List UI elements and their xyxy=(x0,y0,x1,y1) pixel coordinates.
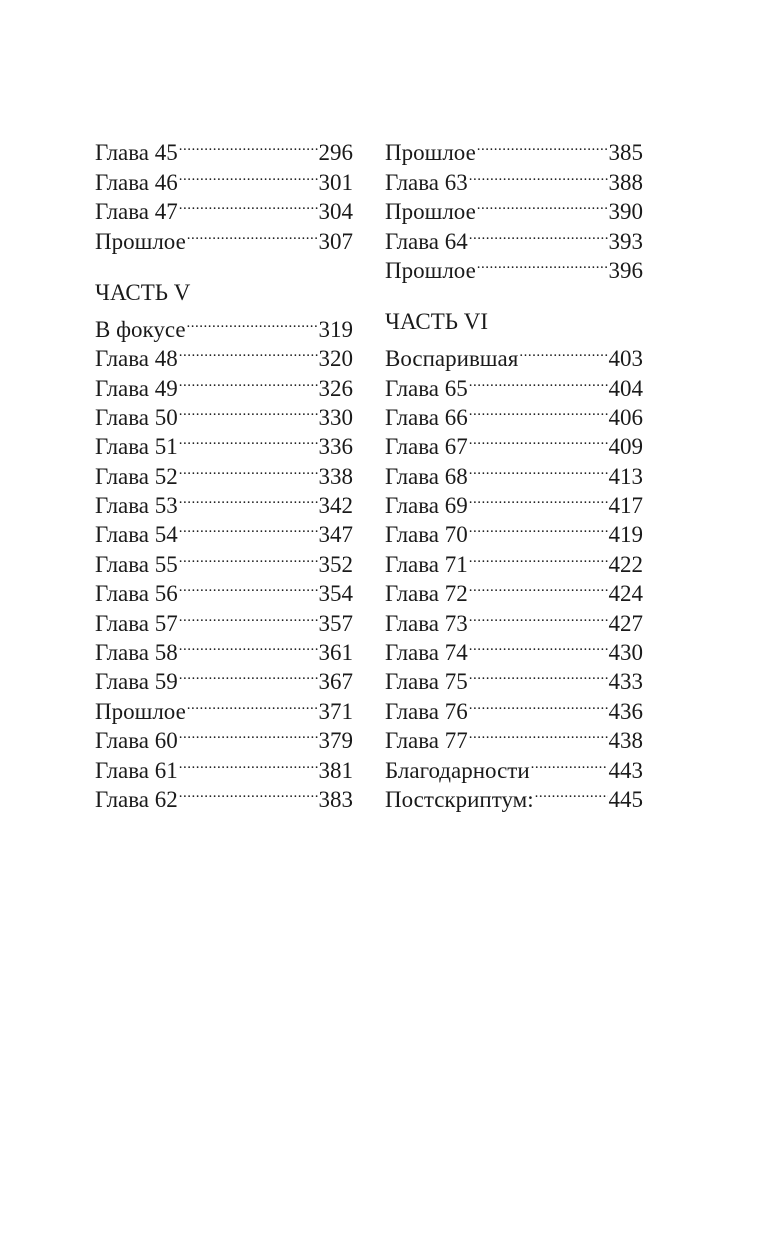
toc-entry-title: Глава 62 xyxy=(95,786,178,812)
toc-entry-page-number: 385 xyxy=(608,140,643,166)
toc-entry-page-number: 404 xyxy=(608,375,643,401)
toc-entry-page-number: 347 xyxy=(318,522,353,548)
dot-leader xyxy=(469,719,608,748)
toc-entry-page-number: 379 xyxy=(318,728,353,754)
toc-entry-page-number: 413 xyxy=(608,463,643,489)
toc-entry-title: Глава 67 xyxy=(385,434,468,460)
toc-entry-page-number: 367 xyxy=(318,669,353,695)
dot-leader xyxy=(179,513,318,542)
toc-entry-title: Глава 77 xyxy=(385,728,468,754)
dot-leader xyxy=(179,454,318,483)
toc-entry xyxy=(385,337,643,372)
toc-entry-page-number: 422 xyxy=(608,551,643,577)
dot-leader xyxy=(187,689,318,718)
toc-entry-page-number: 388 xyxy=(608,169,643,195)
toc-entry-title: Глава 70 xyxy=(385,522,468,548)
dot-leader xyxy=(469,425,608,454)
dot-leader xyxy=(469,660,608,689)
dot-leader xyxy=(179,131,318,160)
toc-entry-page-number: 438 xyxy=(608,728,643,754)
toc-entry-page-number: 427 xyxy=(608,610,643,636)
dot-leader xyxy=(187,219,318,248)
toc-entry-page-number: 319 xyxy=(318,316,353,342)
dot-leader xyxy=(179,396,318,425)
toc-entry-title: Прошлое xyxy=(385,140,476,166)
toc-entry-page-number: 301 xyxy=(318,169,353,195)
toc-entry-title: Глава 73 xyxy=(385,610,468,636)
dot-leader xyxy=(469,542,608,571)
toc-entry-title: Глава 59 xyxy=(95,669,178,695)
toc-group-top xyxy=(95,131,353,254)
dot-leader xyxy=(179,748,318,777)
toc-entry-page-number: 419 xyxy=(608,522,643,548)
toc-entry-title: Благодарности xyxy=(385,757,530,783)
dot-leader xyxy=(469,601,608,630)
toc-entry-page-number: 326 xyxy=(318,375,353,401)
toc-entry-title: Прошлое xyxy=(95,228,186,254)
toc-entry-title: Глава 51 xyxy=(95,434,178,460)
toc-entry-page-number: 320 xyxy=(318,346,353,372)
toc-entry-page-number: 352 xyxy=(318,551,353,577)
toc-entry-title: Глава 49 xyxy=(95,375,178,401)
toc-entry-title: Глава 64 xyxy=(385,228,468,254)
dot-leader xyxy=(179,572,318,601)
dot-leader xyxy=(477,249,608,278)
toc-left-column xyxy=(95,131,353,812)
toc-entry-title: Глава 69 xyxy=(385,493,468,519)
toc-entry-title: Глава 60 xyxy=(95,728,178,754)
toc-entry-title: Глава 50 xyxy=(95,404,178,430)
toc-entry-title: Глава 76 xyxy=(385,698,468,724)
toc-entry-title: Воспарившая xyxy=(385,346,519,372)
toc-entry-page-number: 354 xyxy=(318,581,353,607)
dot-leader xyxy=(179,190,318,219)
dot-leader xyxy=(535,778,608,807)
dot-leader xyxy=(469,631,608,660)
part-heading: ЧАСТЬ VI xyxy=(385,309,489,335)
toc-entry-page-number: 342 xyxy=(318,493,353,519)
toc-entry-title: Глава 61 xyxy=(95,757,178,783)
toc-entry-title: Глава 57 xyxy=(95,610,178,636)
toc-entry-title: Прошлое xyxy=(95,698,186,724)
part-heading: ЧАСТЬ V xyxy=(95,279,191,305)
toc-entry-title: Прошлое xyxy=(385,199,476,225)
dot-leader xyxy=(187,307,318,336)
dot-leader xyxy=(179,542,318,571)
toc-entry-title: Глава 53 xyxy=(95,493,178,519)
toc-entry-title: Глава 68 xyxy=(385,463,468,489)
toc-entry-page-number: 338 xyxy=(318,463,353,489)
toc-entry-page-number: 357 xyxy=(318,610,353,636)
toc-entry-title: Глава 48 xyxy=(95,346,178,372)
toc-entry-page-number: 433 xyxy=(608,669,643,695)
toc-entry-title: В фокусе xyxy=(95,316,186,342)
toc-entry xyxy=(385,131,643,166)
dot-leader xyxy=(179,660,318,689)
toc-entry-page-number: 406 xyxy=(608,404,643,430)
toc-entry-title: Глава 72 xyxy=(385,581,468,607)
toc-entry-title: Глава 63 xyxy=(385,169,468,195)
toc-entry-page-number: 390 xyxy=(608,199,643,225)
toc-group-part xyxy=(385,337,643,812)
toc-entry-title: Глава 52 xyxy=(95,463,178,489)
dot-leader xyxy=(179,366,318,395)
toc-entry-title: Постскриптум: xyxy=(385,786,534,812)
dot-leader xyxy=(179,601,318,630)
toc-entry-page-number: 304 xyxy=(318,199,353,225)
toc-entry-title: Глава 75 xyxy=(385,669,468,695)
toc-group-top xyxy=(385,131,643,283)
dot-leader xyxy=(469,219,608,248)
toc-entry-title: Глава 45 xyxy=(95,140,178,166)
dot-leader xyxy=(179,425,318,454)
toc-entry-title: Глава 71 xyxy=(385,551,468,577)
dot-leader xyxy=(469,396,608,425)
dot-leader xyxy=(469,689,608,718)
dot-leader xyxy=(469,454,608,483)
toc-entry-page-number: 371 xyxy=(318,698,353,724)
toc-entry xyxy=(95,307,353,342)
toc-entry-page-number: 424 xyxy=(608,581,643,607)
toc-entry xyxy=(95,131,353,166)
toc-right-column xyxy=(385,131,643,812)
dot-leader xyxy=(469,572,608,601)
toc-entry-page-number: 296 xyxy=(318,140,353,166)
toc-entry-page-number: 381 xyxy=(318,757,353,783)
toc-entry-page-number: 436 xyxy=(608,698,643,724)
toc-entry-page-number: 409 xyxy=(608,434,643,460)
dot-leader xyxy=(469,366,608,395)
dot-leader xyxy=(531,748,608,777)
dot-leader xyxy=(519,337,607,366)
toc-entry-page-number: 445 xyxy=(608,786,643,812)
toc-entry-page-number: 396 xyxy=(608,257,643,283)
dot-leader xyxy=(469,484,608,513)
dot-leader xyxy=(179,160,318,189)
toc-entry-title: Глава 54 xyxy=(95,522,178,548)
dot-leader xyxy=(179,719,318,748)
dot-leader xyxy=(477,190,608,219)
toc-entry-title: Глава 46 xyxy=(95,169,178,195)
toc-entry-page-number: 307 xyxy=(318,228,353,254)
toc-entry-title: Глава 56 xyxy=(95,581,178,607)
toc-entry-page-number: 336 xyxy=(318,434,353,460)
toc-entry-page-number: 383 xyxy=(318,786,353,812)
dot-leader xyxy=(179,337,318,366)
toc-entry-page-number: 443 xyxy=(608,757,643,783)
toc-entry-page-number: 430 xyxy=(608,640,643,666)
toc-entry-page-number: 330 xyxy=(318,404,353,430)
toc-entry-title: Глава 55 xyxy=(95,551,178,577)
toc-entry-title: Глава 65 xyxy=(385,375,468,401)
toc-entry-page-number: 417 xyxy=(608,493,643,519)
toc-entry-page-number: 403 xyxy=(608,346,643,372)
toc-entry-title: Глава 74 xyxy=(385,640,468,666)
dot-leader xyxy=(179,631,318,660)
toc-group-part xyxy=(95,307,353,812)
toc-entry-page-number: 393 xyxy=(608,228,643,254)
dot-leader xyxy=(469,160,608,189)
dot-leader xyxy=(477,131,608,160)
toc-entry-title: Глава 47 xyxy=(95,199,178,225)
dot-leader xyxy=(469,513,608,542)
dot-leader xyxy=(179,484,318,513)
toc-entry-title: Прошлое xyxy=(385,257,476,283)
dot-leader xyxy=(179,778,318,807)
toc-entry-page-number: 361 xyxy=(318,640,353,666)
toc-entry-title: Глава 58 xyxy=(95,640,178,666)
toc-entry-title: Глава 66 xyxy=(385,404,468,430)
